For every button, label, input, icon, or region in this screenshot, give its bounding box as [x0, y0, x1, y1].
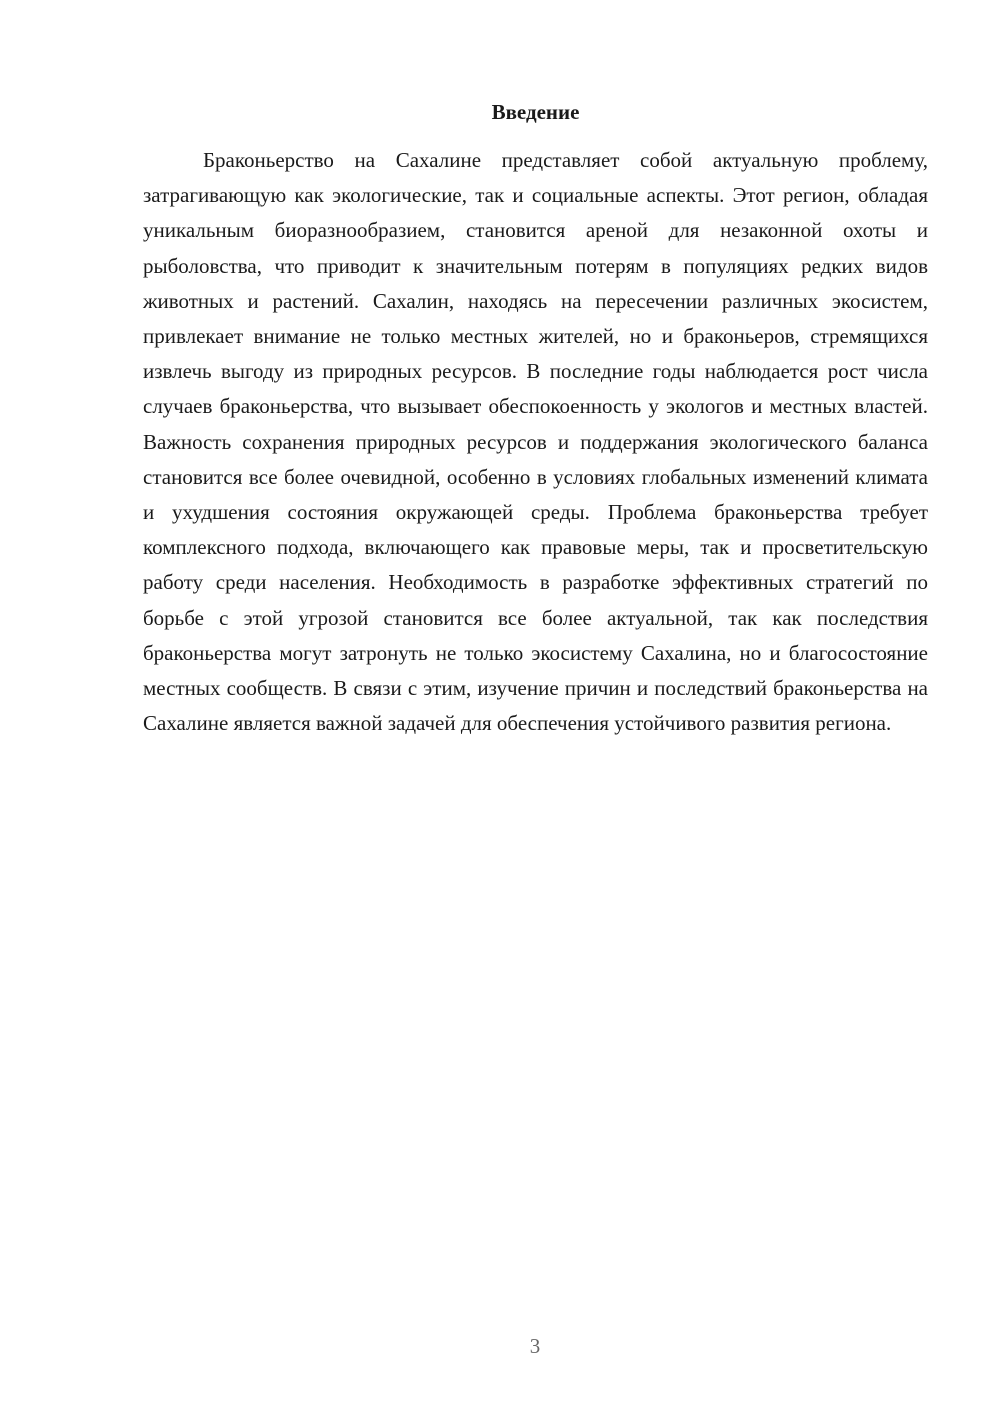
body-paragraph: Браконьерство на Сахалине представляет собой актуальную проблему, затрагивающую как экологические, так и социальные аспекты. Этот регион, обладая уникальным биоразнообразием, становится ареной для незаконной охоты и рыболовства, что приводит к значительным потерям в популяциях редких видов животных и растений. Сахалин, находясь на пересечении различных экосистем, привлекает внимание не только местных жителей, но и браконьеров, стремящихся извлечь выгоду из природных ресурсов. В последние годы наблюдается рост числа случаев браконьерства, что вызывает обеспокоенность у экологов и местных властей. Важность сохранения природных ресурсов и поддержания экологического баланса становится все более очевидной, особенно в условиях глобальных изменений климата и ухудшения состояния окружающей среды. Проблема браконьерства требует комплексного подхода, включающего как правовые меры, так и просветительскую работу среди населения. Необходимость в разработке эффективных стратегий по борьбе с этой угрозой становится все более актуальной, так как последствия браконьерства могут затронуть не только экосистему Сахалина, но и благосостояние местных сообществ. В связи с этим, изучение причин и последствий браконьерства на Сахалине является важной задачей для обеспечения устойчивого развития региона.	[143, 148, 928, 736]
page-number: 3	[529, 1334, 541, 1358]
section-heading: Введение	[491, 100, 580, 124]
